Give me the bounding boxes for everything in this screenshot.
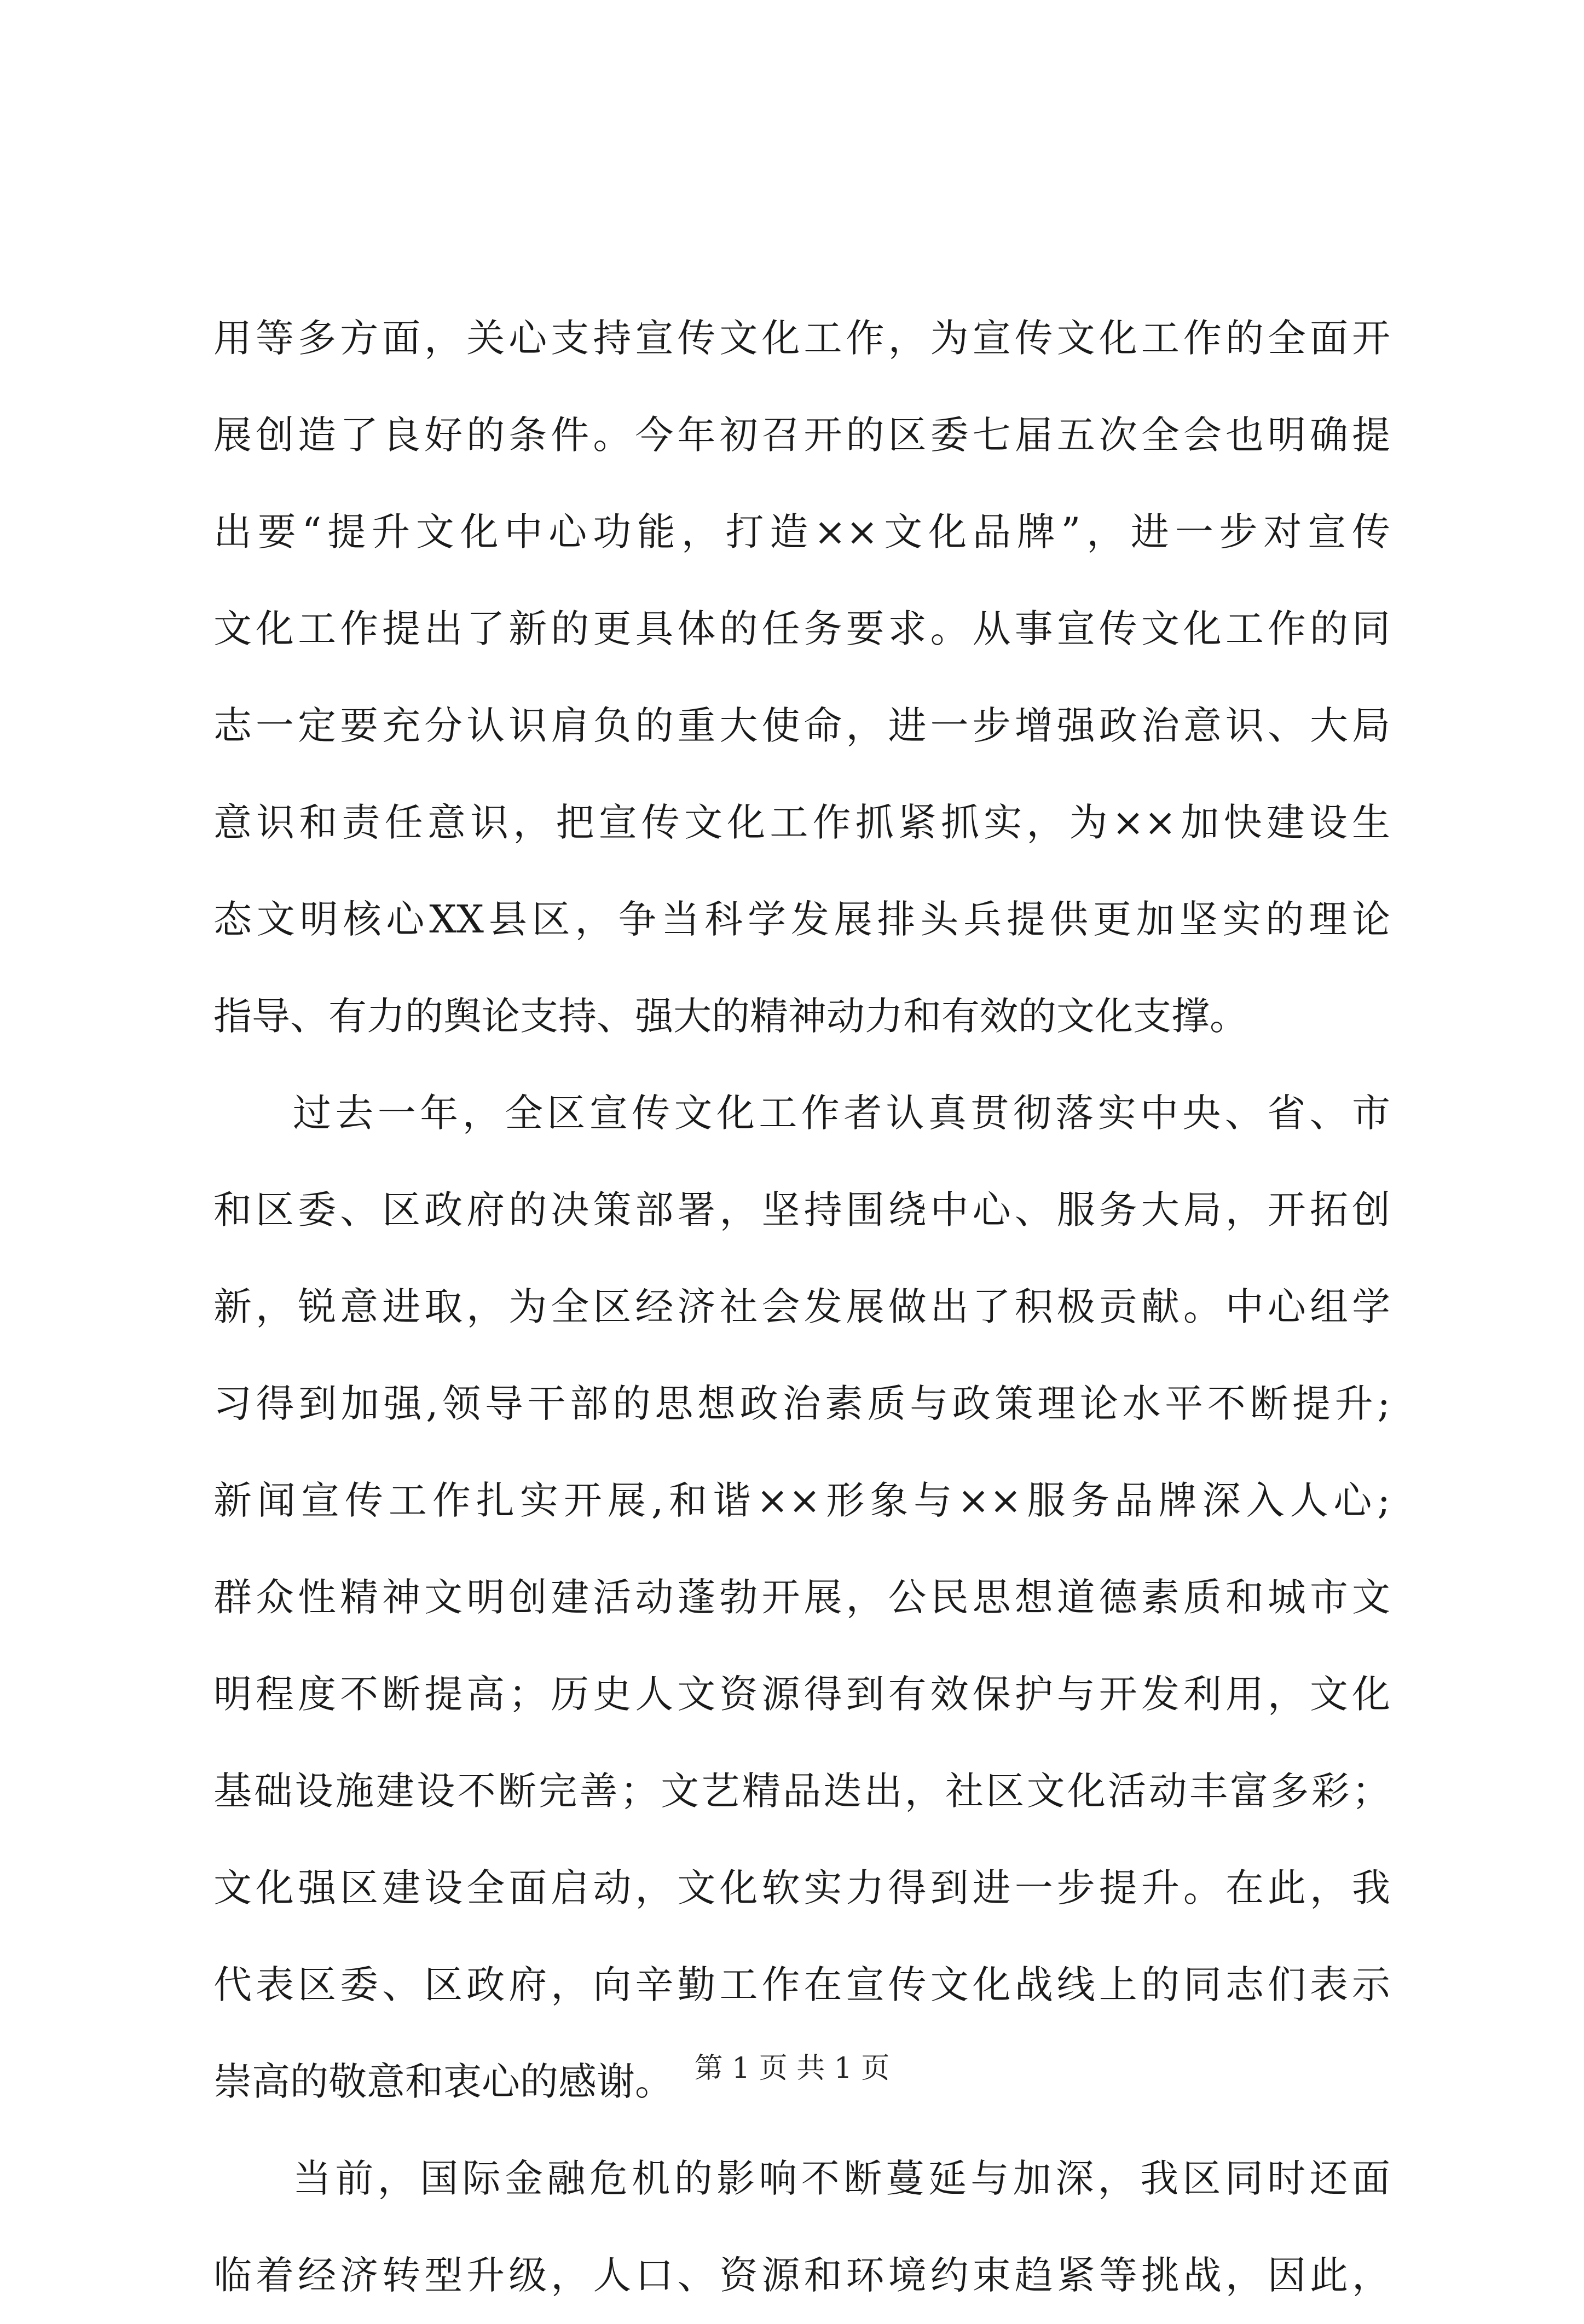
text-line: 崇高的敬意和衷心的感谢。 [213, 2059, 673, 2104]
text-line: 群众性精神文明创建活动蓬勃开展，公民思想道德素质和城市文 [213, 1575, 1390, 1620]
text-line: 文化工作提出了新的更具体的任务要求。从事宣传文化工作的同 [213, 606, 1390, 651]
page-footer: 第 1 页 共 1 页 [694, 2052, 890, 2085]
text-line: 志一定要充分认识肩负的重大使命，进一步增强政治意识、大局 [213, 703, 1390, 748]
paragraph-2 [213, 1065, 1390, 2130]
text-line: 出要“提升文化中心功能，打造××文化品牌”，进一步对宣传 [213, 509, 1390, 554]
text-line: 新闻宣传工作扎实开展,和谐××形象与××服务品牌深入人心; [213, 1478, 1390, 1523]
text-line: 基础设施建设不断完善；文艺精品迭出，社区文化活动丰富多彩； [213, 1769, 1390, 1813]
text-line: 展创造了良好的条件。今年初召开的区委七届五次全会也明确提 [213, 413, 1390, 457]
body-text [213, 290, 1390, 2324]
text-line: 指导、有力的舆论支持、强大的精神动力和有效的文化支撑。 [213, 994, 1248, 1039]
text-line: 临着经济转型升级，人口、资源和环境约束趋紧等挑战，因此， [213, 2253, 1390, 2298]
paragraph-1 [213, 290, 1390, 1065]
text-line: 用等多方面，关心支持宣传文化工作，为宣传文化工作的全面开 [213, 316, 1390, 361]
text-line: 当前，国际金融危机的影响不断蔓延与加深，我区同时还面 [293, 2156, 1390, 2201]
text-line: 意识和责任意识，把宣传文化工作抓紧抓实，为××加快建设生 [213, 800, 1390, 845]
paragraph-3 [213, 2130, 1390, 2324]
text-line: 和区委、区政府的决策部署，坚持围绕中心、服务大局，开拓创 [213, 1187, 1390, 1232]
text-line: 态文明核心XX县区，争当科学发展排头兵提供更加坚实的理论 [213, 897, 1390, 942]
text-line: 文化强区建设全面启动，文化软实力得到进一步提升。在此，我 [213, 1865, 1390, 1910]
text-line: 明程度不断提高；历史人文资源得到有效保护与开发利用，文化 [213, 1672, 1390, 1717]
text-line: 新，锐意进取，为全区经济社会发展做出了积极贡献。中心组学 [213, 1284, 1390, 1329]
text-line: 习得到加强,领导干部的思想政治素质与政策理论水平不断提升; [213, 1381, 1390, 1426]
text-line: 过去一年，全区宣传文化工作者认真贯彻落实中央、省、市 [293, 1091, 1390, 1135]
text-line: 代表区委、区政府，向辛勤工作在宣传文化战线上的同志们表示 [213, 1962, 1390, 2007]
